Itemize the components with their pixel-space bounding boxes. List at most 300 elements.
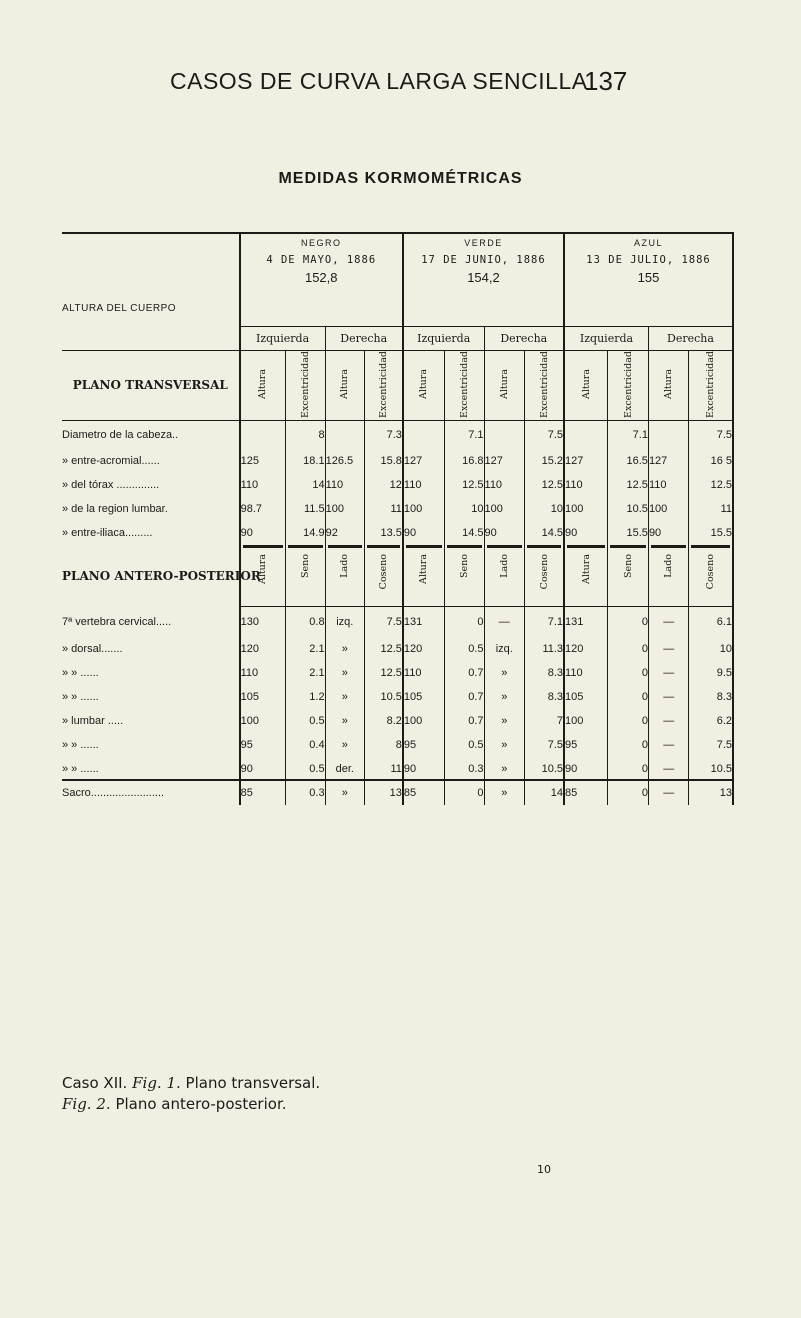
table-cell [325,733,364,757]
cell-value: 100 [484,502,503,515]
table-cell [525,473,564,497]
table-cell [689,521,733,545]
col-label: Altura [257,368,269,399]
table-cell [325,607,364,637]
col-label: Altura [580,553,592,584]
col-label: Lado [339,553,351,578]
table-cell [365,637,403,661]
fig1-text: Plano transversal. [185,1074,321,1092]
col-label: Excentricidad [705,350,717,418]
table-cell [286,521,325,545]
table-cell [689,497,733,521]
row-label-text: Diametro de la cabeza.. [62,429,179,442]
side-label: Izquierda [417,331,471,345]
table-cell [648,497,689,521]
cell-value: 2.1 [309,642,325,655]
side-label: Izquierda [256,331,310,345]
table-cell [564,637,608,661]
col-label: Excentricidad [538,350,550,418]
transversal-col-header [445,350,484,421]
group-header-0 [240,234,403,326]
cell-value: 15.5 [710,526,732,539]
row-label [62,733,240,757]
table-row [62,637,733,661]
cell-value: » [341,714,348,727]
row-label [62,521,240,545]
cell-value: 16 5 [710,454,732,467]
cell-value: 8.3 [547,666,564,679]
running-head-title: CASOS DE CURVA LARGA SENCILLA [170,68,588,94]
column-rule-mark [527,545,561,548]
cell-value: 100 [403,714,423,727]
table-cell [365,685,403,709]
col-label: Altura [418,553,430,584]
col-label: Excentricidad [299,350,311,418]
table-cell [689,733,733,757]
antero-col-header [648,545,689,607]
cell-value: 7.5 [716,738,732,751]
cell-value: 110 [325,478,344,491]
cell-value: 100 [403,502,423,515]
cell-value: 0.3 [309,786,325,799]
fig2-label: Fig. 2. [62,1095,111,1113]
column-rule-mark [288,545,322,548]
cell-value: 0 [641,714,648,727]
cell-value: 7.5 [716,429,732,442]
table-cell [564,661,608,685]
table-cell [564,757,608,781]
cell-value: 110 [648,478,667,491]
table-cell [689,449,733,473]
table-cell [365,661,403,685]
table-cell [325,521,364,545]
cell-value: 8 [318,429,325,442]
table-row [62,685,733,709]
cell-value: 12.5 [626,478,648,491]
cell-value: — [663,786,675,799]
fig1-label: Fig. 1. [132,1074,181,1092]
cell-value: 110 [565,666,583,679]
cell-value: 0.5 [468,738,484,751]
table-cell [445,421,484,449]
cell-value: 8.3 [716,690,732,703]
table-cell [525,607,564,637]
antero-col-header [608,545,649,607]
table-cell [484,521,525,545]
cell-value: 0 [641,690,648,703]
table-cell [365,757,403,781]
cell-value: 11 [720,502,732,515]
table-title: MEDIDAS KORMOMÉTRICAS [278,170,523,187]
cell-value: 15.5 [626,526,648,539]
table-cell [689,685,733,709]
cell-value: 85 [565,786,578,799]
cell-value: 0 [477,786,484,799]
cell-value: 125 [240,454,259,467]
table-cell [240,637,286,661]
table-cell [648,607,689,637]
table-cell [608,781,649,805]
table-cell [240,733,286,757]
table-cell [608,733,649,757]
cell-value: 10 [550,502,564,515]
cell-value: » [501,666,508,679]
cell-value: 13 [719,786,732,799]
table-cell [608,521,649,545]
cell-value: 12.5 [380,666,402,679]
table-cell [648,473,689,497]
table-cell [286,685,325,709]
table-cell [325,661,364,685]
cell-value: 16.8 [462,454,484,467]
side-label: Izquierda [579,331,634,345]
table-cell [445,497,484,521]
signature-mark: 10 [537,1163,551,1176]
col-label: Altura [498,368,510,399]
table-cell [564,521,608,545]
table-cell [525,685,564,709]
table-cell [484,733,525,757]
cell-value: 15.8 [380,454,402,467]
table-cell [484,449,525,473]
cell-value: 0.5 [309,762,325,775]
table-cell [403,473,445,497]
transversal-col-header [564,350,608,421]
col-label: Excentricidad [458,350,470,418]
table-cell [608,757,649,781]
table-cell [445,473,484,497]
table-cell [365,521,403,545]
table-cell [648,757,689,781]
cell-value: 127 [484,454,503,467]
col-label: Altura [580,368,592,399]
antero-col-header [286,545,325,607]
table-cell [689,781,733,805]
column-rule-mark [487,545,523,548]
col-label: Seno [299,553,311,578]
cell-value: 0 [641,616,648,629]
cell-value: 90 [565,762,578,775]
table-cell [525,781,564,805]
transversal-heading: PLANO TRANSVERSAL [72,378,228,393]
side-label-cell [564,326,648,350]
cell-value: 0 [641,762,648,775]
side-label-cell [403,326,484,350]
table-cell [325,473,364,497]
table-row [62,661,733,685]
table-cell [648,733,689,757]
cell-value: 110 [240,478,259,491]
table-cell [564,473,608,497]
group-name: VERDE [464,238,503,248]
cell-value: 9.5 [716,666,732,679]
altura-label: ALTURA DEL CUERPO [62,303,177,314]
column-rule-mark [567,545,605,548]
cell-value: 90 [403,762,417,775]
row-label-text: 7ª vertebra cervical..... [62,615,172,628]
measurements-table [62,232,734,799]
row-label [62,637,240,661]
col-label: Altura [257,553,269,584]
table-cell [325,757,364,781]
table-cell [608,497,649,521]
table-cell [365,733,403,757]
table-cell [648,637,689,661]
cell-value: 10.5 [710,762,732,775]
cell-value: » [501,738,508,751]
table-cell [445,661,484,685]
table-cell [648,449,689,473]
table-cell [240,685,286,709]
cell-value: 12.5 [462,478,484,491]
table-cell [365,709,403,733]
row-label-text: » lumbar ..... [62,714,124,727]
table-cell [484,685,525,709]
cell-value: 7.5 [386,616,402,629]
table-cell [445,757,484,781]
side-label: Derecha [667,331,714,345]
col-label: Coseno [538,553,550,590]
table-cell [564,421,608,449]
cell-value: 8.2 [386,714,402,727]
antero-col-header [325,545,364,607]
table-cell [403,607,445,637]
cell-value: 90 [484,526,497,539]
cell-value: 95 [240,738,253,751]
table-cell [564,685,608,709]
cell-value: der. [335,762,354,775]
table-cell [286,661,325,685]
table-cell [403,637,445,661]
caption-line-2 [62,1094,762,1115]
cell-value: 0.7 [468,714,484,727]
measurements-grid [62,234,734,805]
caption-line-1 [62,1073,762,1094]
row-label-text: » del tórax .............. [62,478,160,491]
table-row [62,521,733,545]
table-cell [648,685,689,709]
cell-value: — [498,616,510,629]
group-header-2 [564,234,733,326]
cell-value: 120 [240,642,259,655]
cell-value: 18.1 [303,454,325,467]
case-label: Caso XII. [62,1074,128,1092]
antero-header-row [62,545,733,607]
col-label-wrap [286,554,324,581]
cell-value: 6.1 [716,616,732,629]
antero-col-header [403,545,445,607]
table-cell [564,709,608,733]
cell-value: 110 [403,478,422,491]
col-label: Lado [663,553,675,578]
cell-value: — [663,738,675,751]
cell-value: 11.3 [542,642,564,655]
cell-value: 10.5 [380,690,402,703]
table-cell [525,637,564,661]
table-cell [689,421,733,449]
cell-value: — [663,690,675,703]
table-cell [564,607,608,637]
cell-value: — [663,616,675,629]
row-label [62,421,240,449]
cell-value: » [341,786,348,799]
cell-value: 0.8 [309,616,325,629]
row-label-text: » de la region lumbar. [62,502,168,515]
row-label-text: » entre-iliaca......... [62,526,153,539]
table-cell [689,473,733,497]
table-cell [325,421,364,449]
side-label-cell [325,326,403,350]
side-label-spacer [62,326,240,350]
table-cell [325,685,364,709]
cell-value: » [341,666,348,679]
col-label: Excentricidad [377,350,389,418]
group-header-row [62,234,733,326]
row-label [62,781,240,805]
cell-value: 7.5 [547,738,564,751]
cell-value: 0 [641,786,648,799]
cell-value: 8.3 [547,690,564,703]
cell-value: 14 [550,786,564,799]
side-label: Derecha [500,331,548,345]
antero-col-header [484,545,525,607]
table-cell [286,637,325,661]
table-cell [608,709,649,733]
transversal-col-header [648,350,689,421]
side-label-cell [240,326,325,350]
table-cell [286,421,325,449]
table-cell [365,497,403,521]
table-cell [564,733,608,757]
transversal-col-header [325,350,364,421]
table-cell [403,685,445,709]
cell-value: 95 [565,738,578,751]
cell-value: — [663,714,675,727]
cell-value: 14.5 [541,526,564,539]
table-cell [608,421,649,449]
table-cell [608,685,649,709]
table-cell [286,497,325,521]
cell-value: 7.1 [468,429,484,442]
group-date: 4 DE MAYO, 1886 [266,254,377,266]
row-label-text: » » ...... [62,666,99,679]
cell-value: 11.5 [303,502,325,515]
cell-value: 12.5 [380,642,402,655]
cell-value: 7.1 [632,429,648,442]
cell-value: 131 [403,616,423,629]
row-label [62,449,240,473]
col-label-wrap [649,554,689,581]
col-label: Seno [458,553,470,578]
table-cell [484,421,525,449]
table-cell [286,449,325,473]
table-cell [564,497,608,521]
table-cell [484,497,525,521]
cell-value: 0.5 [309,714,325,727]
antero-col-header [689,545,733,607]
group-name: NEGRO [300,238,342,248]
altura-label-cell [62,234,240,326]
cell-value: 85 [403,786,417,799]
transversal-col-header [608,350,649,421]
table-cell [648,709,689,733]
table-cell [525,421,564,449]
cell-value: 7 [556,714,564,727]
table-cell [445,685,484,709]
cell-value: 12.5 [541,478,564,491]
table-cell [403,661,445,685]
table-cell [608,473,649,497]
group-date: 13 DE JULIO, 1886 [586,254,711,266]
table-cell [240,421,286,449]
col-label-wrap [565,554,607,587]
cell-value: 127 [403,454,423,467]
cell-value: 0 [641,738,648,751]
table-cell [525,733,564,757]
table-cell [608,637,649,661]
transversal-col-header [286,350,325,421]
table-cell [445,709,484,733]
table-cell [445,521,484,545]
table-cell [689,637,733,661]
cell-value: 11 [390,502,402,515]
table-cell [445,781,484,805]
row-label-text: » dorsal....... [62,642,123,655]
cell-value: 16.5 [626,454,648,467]
cell-value: 11 [390,762,402,775]
antero-heading: PLANO ANTERO-POSTERIOR [62,568,261,583]
table-cell [365,421,403,449]
cell-value: 0 [641,666,648,679]
table-cell [445,449,484,473]
col-label: Lado [498,553,510,578]
row-label [62,497,240,521]
table-cell [325,449,364,473]
cell-value: 0.5 [468,642,484,655]
col-label-wrap [689,554,732,592]
cell-value: 120 [565,642,584,655]
cell-value: 6.2 [716,714,732,727]
cell-value: 98.7 [240,502,263,515]
col-label: Altura [339,368,351,399]
cell-value: 126.5 [325,454,354,467]
table-cell [525,709,564,733]
side-label-cell [648,326,733,350]
table-row [62,421,733,449]
transversal-col-header [403,350,445,421]
table-cell [689,709,733,733]
col-label: Altura [418,368,430,399]
cell-value: » [501,714,508,727]
table-cell [484,757,525,781]
col-label-wrap [365,554,402,592]
cell-value: 90 [240,526,253,539]
table-cell [525,449,564,473]
transversal-heading-cell [62,350,240,421]
table-cell [240,709,286,733]
table-cell [689,607,733,637]
table-cell [608,449,649,473]
cell-value: 2.1 [309,666,325,679]
cell-value: 100 [565,714,584,727]
transversal-col-header [689,350,733,421]
cell-value: 0.7 [468,666,484,679]
table-row [62,781,733,805]
transversal-col-header [525,350,564,421]
row-label [62,757,240,781]
table-cell [445,637,484,661]
cell-value: 110 [240,666,259,679]
